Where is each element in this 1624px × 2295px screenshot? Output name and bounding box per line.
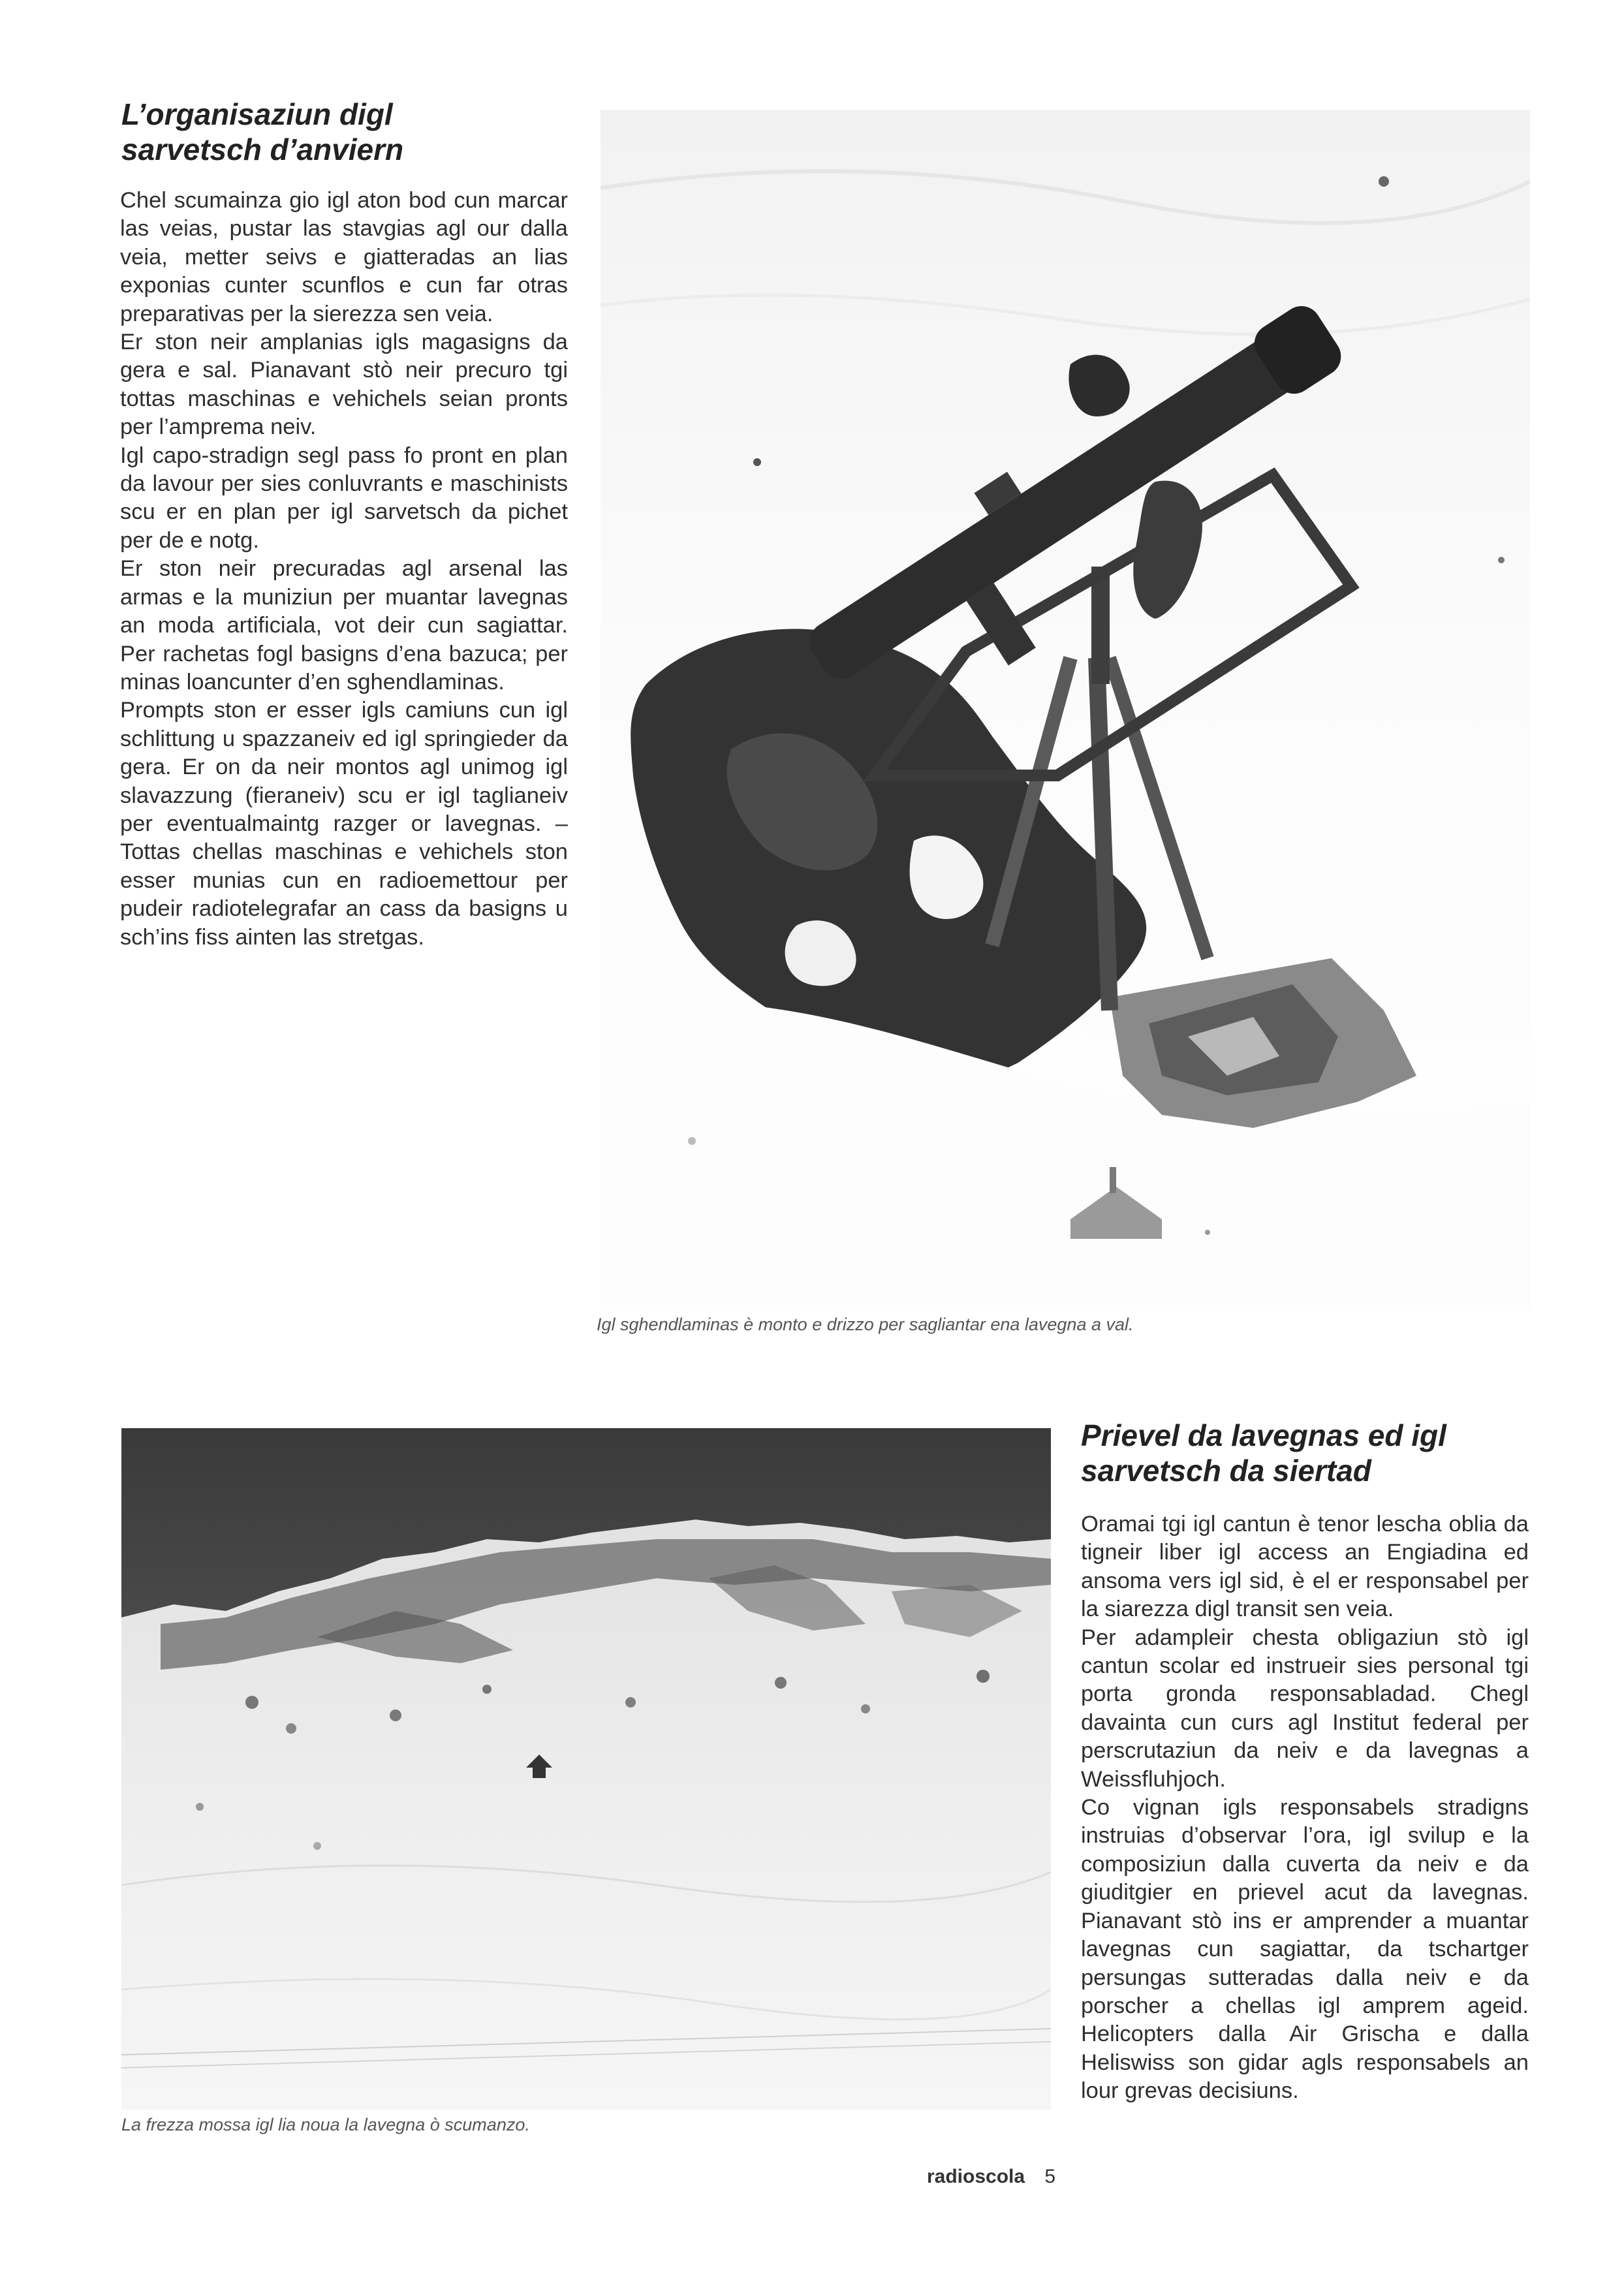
page-header-bleed [39,3,1580,22]
title-line: Prievel da lavegnas ed igl [1081,1418,1446,1452]
photo-caption-slope: La frezza mossa igl lia noua la lavegna ò scumanzo. [121,2115,530,2134]
paragraph: Co vignan igls responsabels stradigns instruias d’observar l’ora, igl svilup e la composiziun dalla cuverta da neiv e da giuditgier en prievel acut da lavegnas. Pianavant stò ins er amprender a muantar lavegnas cun sagiattar, da tschartger persungas sutteradas dalla neiv e da porscher a chellas igl amprem ageid. Helicopters dalla Air Grischa e dalla Heliswiss son gidar agls responsabels an lour grevas decisiuns. [1081,1795,1529,2104]
photo-caption-launcher: Igl sghendlaminas è monto e drizzo per sagliantar ena lavegna a val. [597,1315,1134,1334]
article-title-avalanche-danger [1081,1418,1446,1488]
paragraph: Er ston neir precuradas agl arsenal las armas e la muniziun per muantar lavegnas an moda artificiala, vot deir cun sagiattar. Per rachetas fogl basigns d’ena bazuca; per minas loancunter d’en sghendlaminas. [120,556,568,695]
publication-name: radioscola [927,2166,1025,2187]
paragraph: Chel scumainza gio igl aton bod cun marcar las veias, pustar las stavgias agl our dalla veia, metter seivs e giatteradas an lias exponias cunter scunflos e cun far otras preparativas per la sierezza sen veia. [120,188,568,326]
paragraph: Oramai tgi igl cantun è tenor lescha oblia da tigneir liber igl access an Engiadina ed ansoma vers igl sid, è el er responsabel per la siarezza digl transit sen veia. [1081,1512,1529,1622]
article-title-winter-service [121,97,403,167]
page-footer [927,2166,1055,2188]
title-line: L’organisaziun digl [121,97,393,131]
photo-mountain-slope [121,1428,1051,2110]
page-number: 5 [1044,2166,1056,2187]
paragraph: Igl capo-stradign segl pass fo pront en plan da lavour per sies conluvrants e maschinists scu er en plan per igl sarvetsch da pichet per de e notg. [120,443,568,553]
paragraph: Per adampleir chesta obligaziun stò igl cantun scolar ed instrueir sies personal tgi porta gronda responsabladad. Chegl davainta cun curs agl Institut federal per perscrutaziun da neiv e da lavegnas a Weissfluhjoch. [1081,1625,1529,1792]
title-line: sarvetsch da siertad [1081,1454,1371,1488]
paragraph: Prompts ston er esser igls camiuns cun igl schlittung u spazzaneiv ed igl springieder da gera. Er on da neir montos agl unimog igl slavazzung (fieraneiv) scu er igl taglianeiv per eventualmaintg razger or lavegnas. – Tottas chellas maschinas e vehichels ston esser munias cun en radioemettour per pudeir radiotelegrafar an cass da basigns u sch’ins fiss ainten las stretgas. [120,698,568,950]
title-line: sarvetsch d’anviern [121,133,404,166]
paragraph: Er ston neir amplanias igls magasigns da gera e sal. Pianavant stò neir precuro tgi tottas maschinas e vehichels seian pronts per l’amprema neiv. [120,330,568,440]
photo-avalanche-launcher [601,110,1530,1311]
article-body-winter-service [120,187,568,952]
article-body-avalanche-danger [1081,1510,1529,2106]
